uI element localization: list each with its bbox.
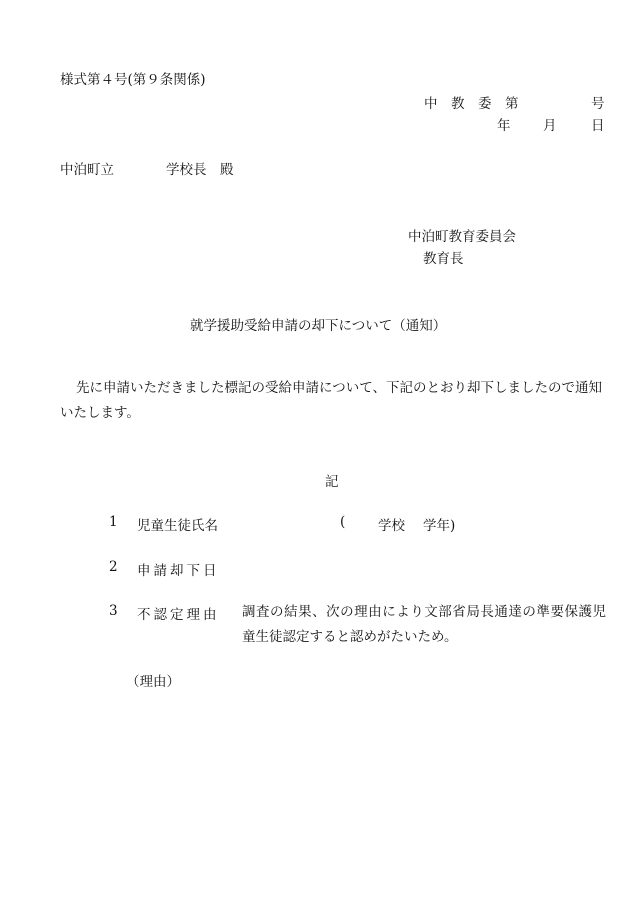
sender-organization: 中泊町教育委員会 (408, 229, 516, 245)
addressee-principal: 学校長 殿 (166, 162, 234, 178)
item-1-school: 学校 (378, 518, 405, 534)
document-title: 就学援助受給申請の却下について（通知） (190, 318, 447, 334)
item-2-number: 2 (109, 559, 118, 575)
day-label: 日 (591, 118, 605, 134)
item-1-label: 児童生徒氏名 (137, 518, 218, 534)
item-3-number: 3 (109, 603, 118, 619)
item-1-number: 1 (109, 514, 118, 530)
item-3-value: 調査の結果、次の理由により文部省局長通達の準要保護児童生徒認定すると認めがたいため。 (242, 604, 606, 645)
month-label: 月 (543, 118, 557, 134)
reason-label: （理由） (126, 674, 180, 690)
number-suffix: 号 (591, 96, 605, 112)
ki-marker: 記 (325, 474, 339, 490)
body-paragraph: 先に申請いただきました標記の受給申請について、下記のとおり却下しましたので通知いたします。 (60, 380, 602, 421)
form-number: 様式第４号(第９条関係) (60, 72, 206, 88)
issuer-code: 中 教 委 第 (424, 96, 519, 112)
item-1-open-paren: ( (340, 514, 346, 530)
sender-title: 教育長 (423, 251, 464, 267)
item-3-label: 不認定理由 (137, 607, 220, 623)
addressee-school-prefix: 中泊町立 (60, 162, 114, 178)
year-label: 年 (497, 118, 511, 134)
item-1-grade: 学年) (423, 518, 456, 534)
item-2-label: 申請却下日 (137, 563, 220, 579)
